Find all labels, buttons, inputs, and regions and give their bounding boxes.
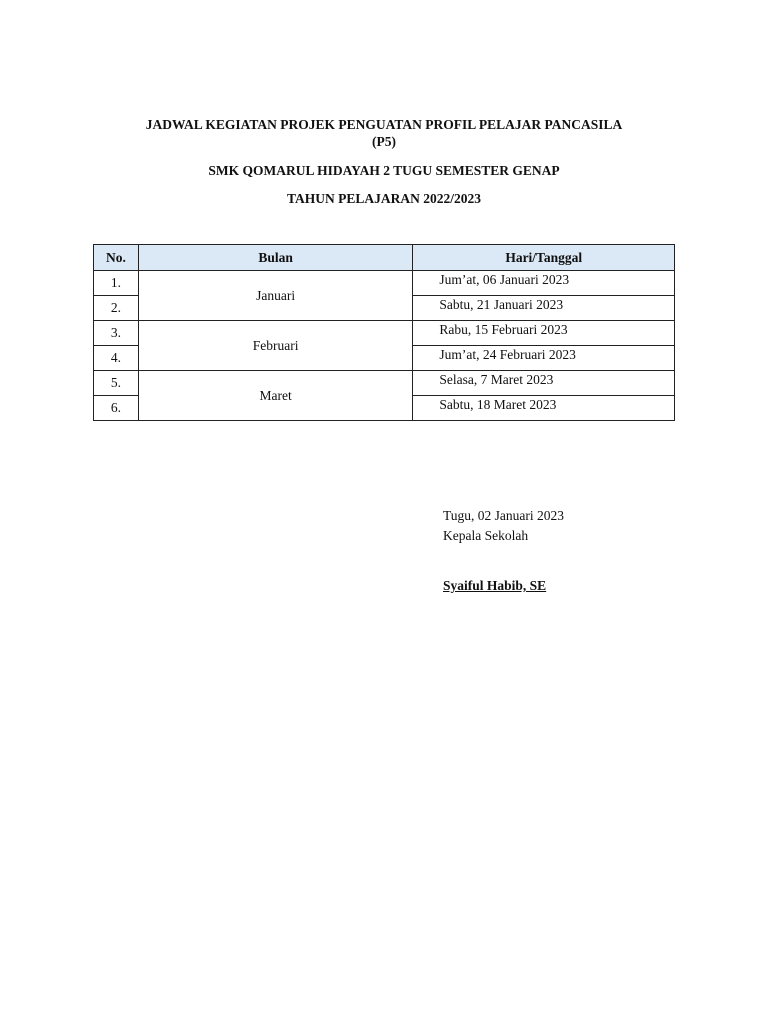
- row-number: 1.: [94, 271, 139, 296]
- row-number: 5.: [94, 371, 139, 396]
- table-header-row: [94, 245, 675, 271]
- month-cell: Januari: [138, 271, 412, 321]
- signature-block: [443, 506, 564, 596]
- date-cell: Sabtu, 18 Maret 2023: [413, 396, 675, 421]
- row-number: 6.: [94, 396, 139, 421]
- month-cell: Februari: [138, 321, 412, 371]
- table-row: [94, 271, 675, 296]
- document-title-abbreviation: (P5): [372, 134, 396, 149]
- row-number: 2.: [94, 296, 139, 321]
- table-row: [94, 321, 675, 346]
- signature-place-date: Tugu, 02 Januari 2023: [443, 508, 565, 523]
- schedule-table: [93, 244, 675, 421]
- month-cell: Maret: [138, 371, 412, 421]
- date-cell: Rabu, 15 Februari 2023: [413, 321, 675, 346]
- signature-position: Kepala Sekolah: [443, 528, 529, 543]
- row-number: 4.: [94, 346, 139, 371]
- signatory-name: Syaiful Habib, SE: [443, 578, 547, 593]
- table-row: [94, 371, 675, 396]
- column-header-no: No.: [94, 245, 139, 271]
- document-title: JADWAL KEGIATAN PROJEK PENGUATAN PROFIL PELAJAR PANCASILA: [145, 117, 623, 132]
- school-heading: SMK QOMARUL HIDAYAH 2 TUGU SEMESTER GENAP: [208, 163, 560, 178]
- date-cell: Selasa, 7 Maret 2023: [413, 371, 675, 396]
- date-cell: Jum’at, 24 Februari 2023: [413, 346, 675, 371]
- column-header-bulan: Bulan: [138, 245, 412, 271]
- date-cell: Sabtu, 21 Januari 2023: [413, 296, 675, 321]
- row-number: 3.: [94, 321, 139, 346]
- date-cell: Jum’at, 06 Januari 2023: [413, 271, 675, 296]
- academic-year-heading: TAHUN PELAJARAN 2022/2023: [286, 191, 481, 206]
- column-header-date: Hari/Tanggal: [413, 245, 675, 271]
